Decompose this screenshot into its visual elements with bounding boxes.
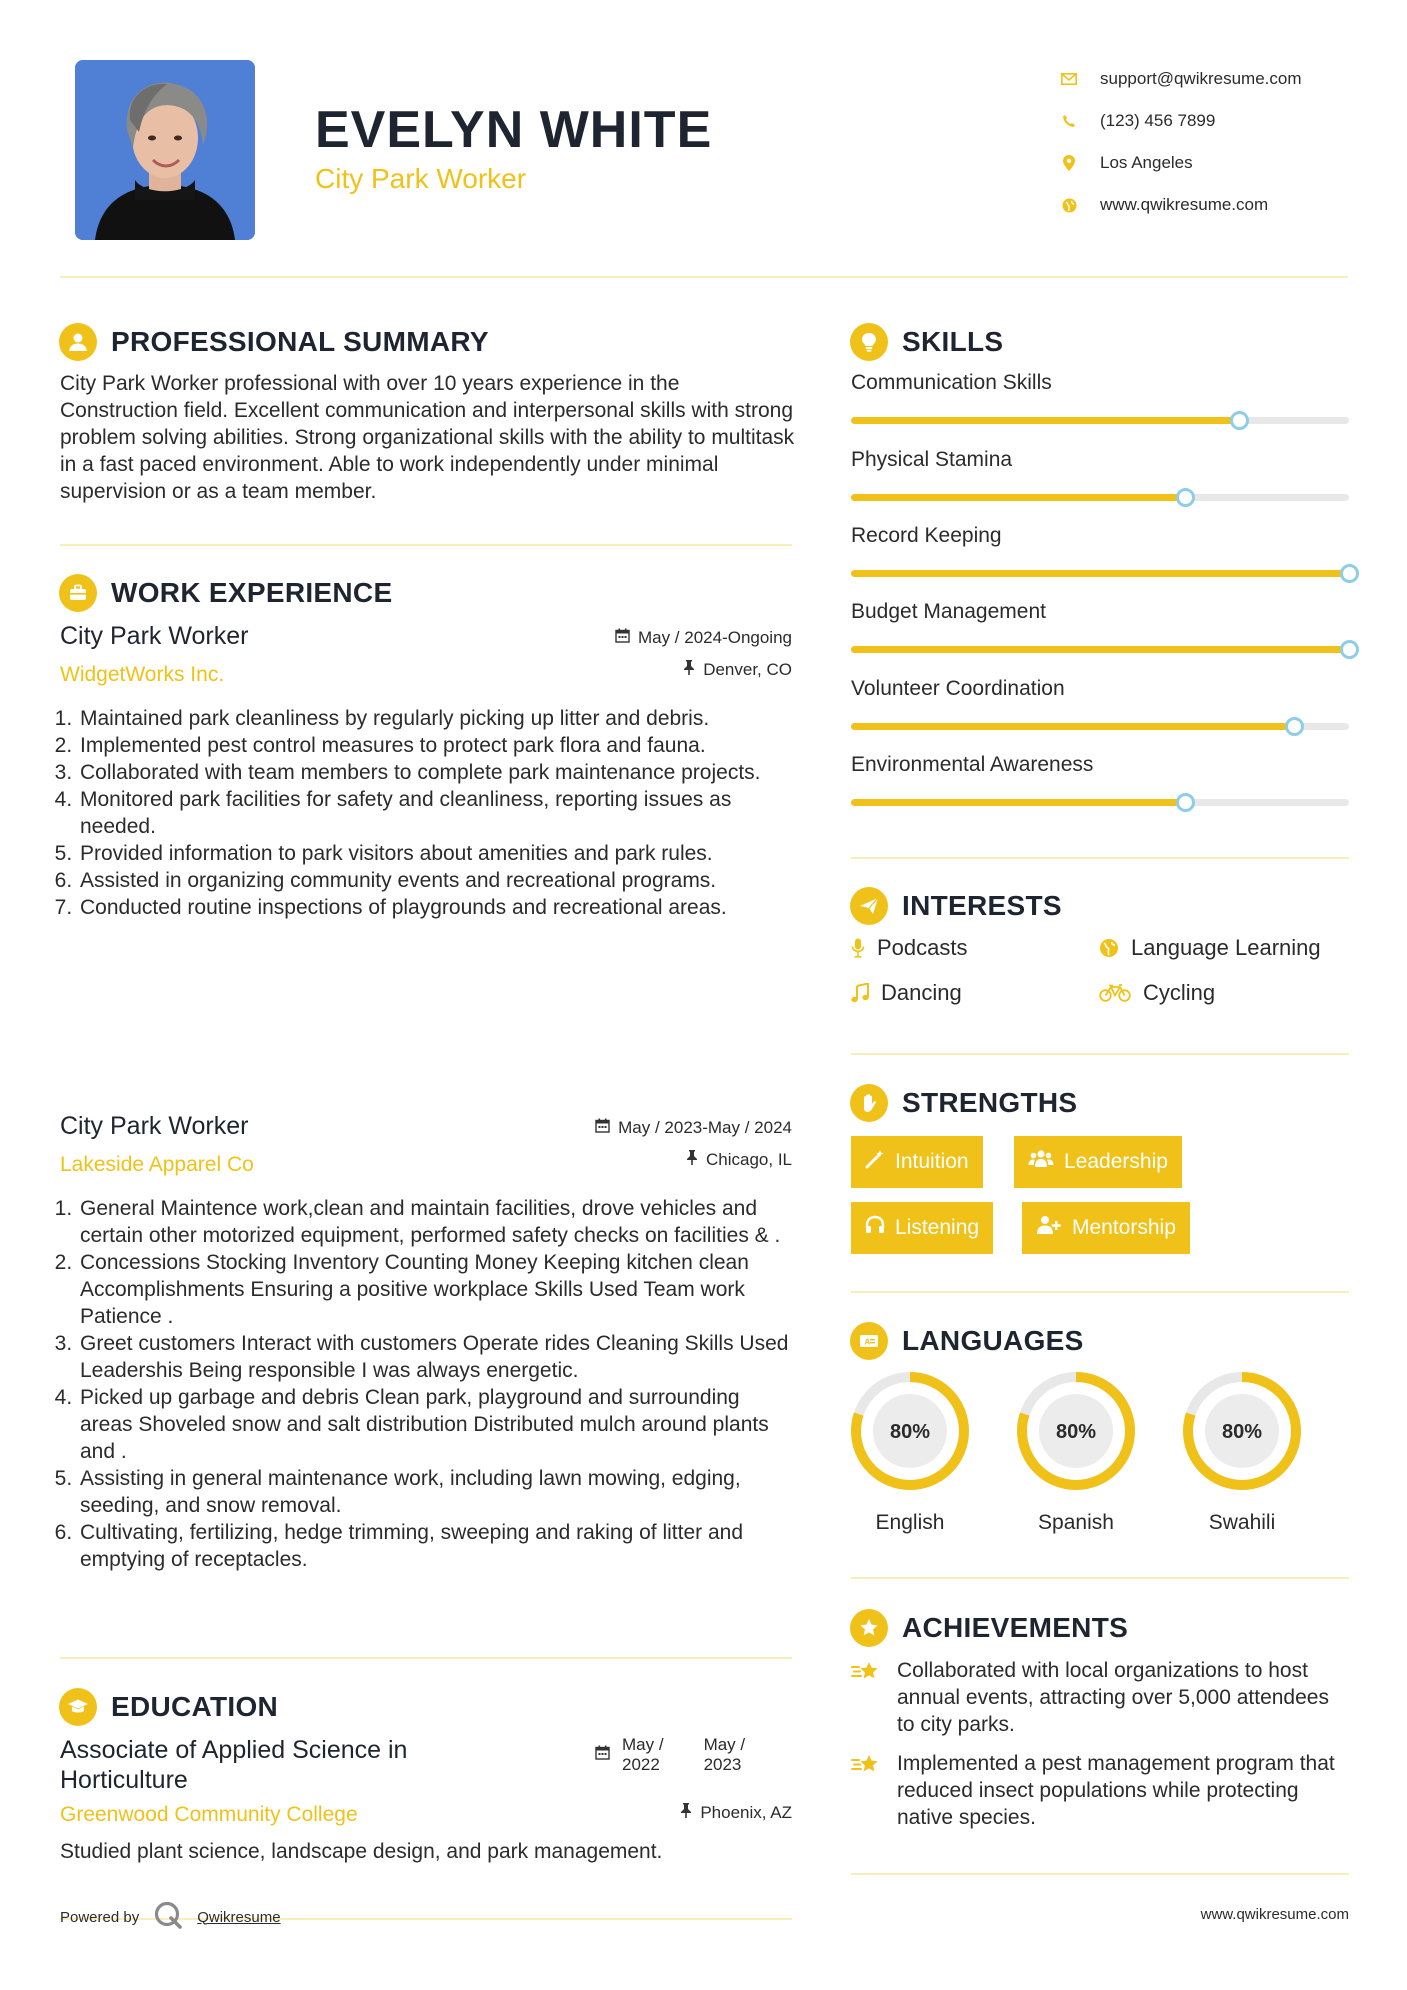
location-text: Los Angeles [1100, 153, 1193, 172]
contact-website [1050, 184, 1370, 226]
education-description: Studied plant science, landscape design, and park management. [60, 1840, 663, 1863]
strength-label: Mentorship [1072, 1216, 1176, 1239]
achievements-title: ACHIEVEMENTS [902, 1612, 1129, 1643]
education-heading [59, 1688, 278, 1726]
achievement-text: Implemented a pest management program that reduced insect populations while protecting native species. [897, 1752, 1335, 1829]
achievement-item [851, 1657, 1351, 1738]
skills-title: SKILLS [902, 326, 1004, 357]
job-2 [60, 1112, 792, 1573]
list-item: 5. Assisting in general maintenance work, including lawn mowing, edging, seeding, and snow removal. [78, 1465, 792, 1519]
hand-icon [850, 1084, 888, 1122]
achievement-text: Collaborated with local organizations to host annual events, attracting over 5,000 attendees to city parks. [897, 1659, 1329, 1736]
list-item: 4. Picked up garbage and debris Clean park, playground and surrounding areas Shoveled snow and salt distribution Distributed mulch around plants and . [78, 1384, 792, 1465]
skill-knob[interactable] [1340, 564, 1359, 583]
header-divider [60, 276, 1348, 278]
qwikresume-link[interactable]: Qwikresume [197, 1908, 281, 1926]
skill-track [851, 723, 1349, 730]
skill-track [851, 417, 1349, 424]
graduation-cap-icon [59, 1688, 97, 1726]
job-1-location-text: Denver, CO [703, 660, 792, 679]
language-item [1015, 1370, 1137, 1535]
skill-label: Budget Management [851, 600, 1046, 623]
interest-label: Podcasts [877, 935, 968, 960]
skill-item [851, 753, 1349, 806]
magic-wand-icon [865, 1149, 885, 1175]
language-ring [1181, 1370, 1303, 1492]
education-start [622, 1735, 664, 1775]
bicycle-icon [1099, 984, 1131, 1002]
strength-listening [851, 1202, 993, 1254]
summary-title: PROFESSIONAL SUMMARY [111, 326, 489, 357]
user-icon [59, 323, 97, 361]
strength-mentorship [1022, 1202, 1190, 1254]
powered-by-label: Powered by [60, 1908, 140, 1926]
list-item: 3. Greet customers Interact with customers Operate rides Cleaning Skills Used Leadershis Being responsible I was always energetic. [78, 1330, 792, 1384]
profile-photo [75, 60, 255, 240]
users-icon [1028, 1149, 1054, 1175]
job-2-location [686, 1150, 792, 1170]
microphone-icon [851, 938, 865, 958]
education-title: EDUCATION [111, 1691, 279, 1722]
contact-info [1050, 58, 1370, 226]
language-percent: 80% [889, 1421, 931, 1443]
achievements-divider [851, 1873, 1349, 1875]
strengths-divider [851, 1291, 1349, 1293]
interests-divider [851, 1053, 1349, 1055]
job-1-company: WidgetWorks Inc. [60, 663, 225, 686]
skill-knob[interactable] [1176, 488, 1195, 507]
list-item: 6. Cultivating, fertilizing, hedge trimming, sweeping and raking of litter and emptying of receptacles. [78, 1519, 792, 1573]
list-item: 1. General Maintence work,clean and maintain facilities, drove vehicles and certain other motorized equipment, performed safety checks on facilities & . [78, 1195, 792, 1249]
job-1-location [683, 660, 792, 680]
language-percent: 80% [1221, 1421, 1263, 1443]
skills-divider [851, 857, 1349, 859]
skill-knob[interactable] [1340, 640, 1359, 659]
skill-item [851, 371, 1349, 424]
job-1 [60, 622, 792, 921]
skill-label: Record Keeping [851, 524, 1002, 547]
phone-icon [1050, 114, 1088, 128]
language-name: English [875, 1511, 945, 1534]
education-location [680, 1803, 792, 1823]
summary-divider [60, 544, 792, 546]
summary-heading [59, 323, 489, 361]
phone-text: (123) 456 7899 [1100, 111, 1216, 130]
skill-fill [851, 723, 1294, 730]
list-item: 2. Implemented pest control measures to protect park flora and fauna. [78, 732, 792, 759]
language-item [1181, 1370, 1303, 1535]
calendar-icon [615, 628, 630, 648]
globe-icon [1050, 198, 1088, 213]
list-item: 5. Provided information to park visitors about amenities and park rules. [78, 840, 792, 867]
language-name: Spanish [1038, 1511, 1114, 1534]
interest-label: Dancing [881, 980, 962, 1005]
svg-text:A: A [864, 1337, 871, 1347]
interest-podcasts [851, 935, 968, 961]
strength-intuition [851, 1136, 983, 1188]
education-dates [595, 1735, 745, 1775]
website-text[interactable]: www.qwikresume.com [1100, 195, 1269, 214]
list-item: 4. Monitored park facilities for safety and cleanliness, reporting issues as needed. [78, 786, 792, 840]
strength-leadership [1014, 1136, 1182, 1188]
skill-item [851, 677, 1349, 730]
list-item: 7. Conducted routine inspections of playgrounds and recreational areas. [78, 894, 792, 921]
strength-label: Listening [895, 1216, 980, 1239]
job-2-company: Lakeside Apparel Co [60, 1153, 254, 1176]
globe-icon [1099, 938, 1119, 958]
language-icon [850, 1322, 888, 1360]
skill-item [851, 448, 1349, 501]
shooting-star-icon [851, 1657, 897, 1738]
shooting-star-icon [851, 1750, 897, 1831]
achievement-item [851, 1750, 1351, 1831]
job-1-date [615, 628, 792, 648]
skill-fill [851, 570, 1349, 577]
education-start-year: 2022 [622, 1755, 660, 1774]
skill-knob[interactable] [1176, 793, 1195, 812]
job-2-date [595, 1118, 792, 1138]
education-degree: Associate of Applied Science in Horticulture [60, 1736, 408, 1794]
language-name: Swahili [1208, 1511, 1276, 1534]
education-end-year: 2023 [703, 1755, 742, 1774]
headphones-icon [865, 1215, 885, 1241]
achievements-heading [850, 1609, 1128, 1647]
interest-language-learning [1099, 935, 1321, 961]
calendar-icon [595, 1735, 610, 1775]
job-1-date-text: May / 2024-Ongoing [637, 628, 792, 647]
skill-item [851, 600, 1349, 653]
list-item: 2. Concessions Stocking Inventory Counting Money Keeping kitchen clean Accomplishments Ensuring a positive workplace Skills Used Team work Patience . [78, 1249, 792, 1330]
languages-divider [851, 1577, 1349, 1579]
skill-knob[interactable] [1285, 717, 1304, 736]
job-1-role: City Park Worker [60, 622, 249, 650]
skill-label: Volunteer Coordination [851, 677, 1065, 700]
skills-heading [850, 323, 1003, 361]
education-location-text: Phoenix, AZ [700, 1803, 792, 1822]
skill-track [851, 570, 1349, 577]
skill-knob[interactable] [1230, 411, 1249, 430]
interest-label: Cycling [1143, 980, 1216, 1005]
music-note-icon [851, 983, 869, 1003]
education-school: Greenwood Community College [60, 1803, 358, 1826]
pushpin-icon [686, 1150, 698, 1170]
job-2-responsibilities [60, 1195, 792, 1573]
interest-dancing [851, 980, 962, 1006]
contact-phone [1050, 100, 1370, 142]
skill-fill [851, 494, 1185, 501]
list-item: 6. Assisted in organizing community events and recreational programs. [78, 867, 792, 894]
skill-fill [851, 799, 1185, 806]
work-divider [60, 1657, 792, 1659]
languages-title: LANGUAGES [902, 1325, 1084, 1356]
strengths-heading [850, 1084, 1077, 1122]
lightbulb-icon [850, 323, 888, 361]
job-1-responsibilities [60, 705, 792, 921]
pushpin-icon [683, 660, 695, 680]
skill-label: Communication Skills [851, 371, 1052, 394]
skill-track [851, 494, 1349, 501]
contact-email [1050, 58, 1370, 100]
interest-cycling [1099, 980, 1215, 1006]
briefcase-icon [59, 574, 97, 612]
skill-label: Environmental Awareness [851, 753, 1094, 776]
paper-plane-icon [850, 887, 888, 925]
strengths-title: STRENGTHS [902, 1087, 1078, 1118]
profile-photo-illustration [75, 60, 255, 240]
pushpin-icon [680, 1803, 692, 1823]
candidate-title: City Park Worker [315, 163, 527, 194]
candidate-name: EVELYN WHITE [315, 101, 713, 159]
list-item: 3. Collaborated with team members to complete park maintenance projects. [78, 759, 792, 786]
star-badge-icon [850, 1609, 888, 1647]
strength-label: Intuition [895, 1150, 969, 1173]
interest-label: Language Learning [1131, 935, 1321, 960]
language-ring [849, 1370, 971, 1492]
envelope-icon [1050, 73, 1088, 85]
education-start-month: May / [622, 1735, 664, 1754]
language-ring [1015, 1370, 1137, 1492]
skill-fill [851, 417, 1239, 424]
summary-text: City Park Worker professional with over 10 years experience in the Construction field. Excellent communication and interpersonal skills with strong problem solving abilities. Strong organizational skills with the ability to multitask in a fast paced environment. Able to work independently under minimal supervision or as a team member. [60, 372, 795, 503]
skill-item [851, 524, 1349, 577]
qwikresume-logo-icon [153, 1900, 183, 1934]
contact-location [1050, 142, 1370, 184]
email-text[interactable]: support@qwikresume.com [1100, 69, 1302, 88]
interests-heading [850, 887, 1062, 925]
education-end-month: May / [703, 1735, 746, 1754]
skill-track [851, 799, 1349, 806]
skill-label: Physical Stamina [851, 448, 1013, 471]
calendar-icon [595, 1118, 610, 1138]
skill-track [851, 646, 1349, 653]
job-2-role: City Park Worker [60, 1112, 249, 1140]
language-item [849, 1370, 971, 1535]
user-plus-icon [1036, 1215, 1062, 1241]
language-percent: 80% [1055, 1421, 1097, 1443]
strength-label: Leadership [1064, 1150, 1168, 1173]
skill-fill [851, 646, 1349, 653]
interests-title: INTERESTS [902, 890, 1062, 921]
footer-website[interactable]: www.qwikresume.com [1200, 1906, 1349, 1923]
work-heading [59, 574, 392, 612]
map-pin-icon [1050, 155, 1088, 171]
education-end [704, 1735, 746, 1775]
footer-powered-by [60, 1900, 281, 1934]
work-title: WORK EXPERIENCE [111, 577, 393, 608]
list-item: 1. Maintained park cleanliness by regularly picking up litter and debris. [78, 705, 792, 732]
languages-heading [850, 1322, 1084, 1360]
job-2-date-text: May / 2023-May / 2024 [618, 1118, 792, 1137]
job-2-location-text: Chicago, IL [706, 1150, 792, 1169]
